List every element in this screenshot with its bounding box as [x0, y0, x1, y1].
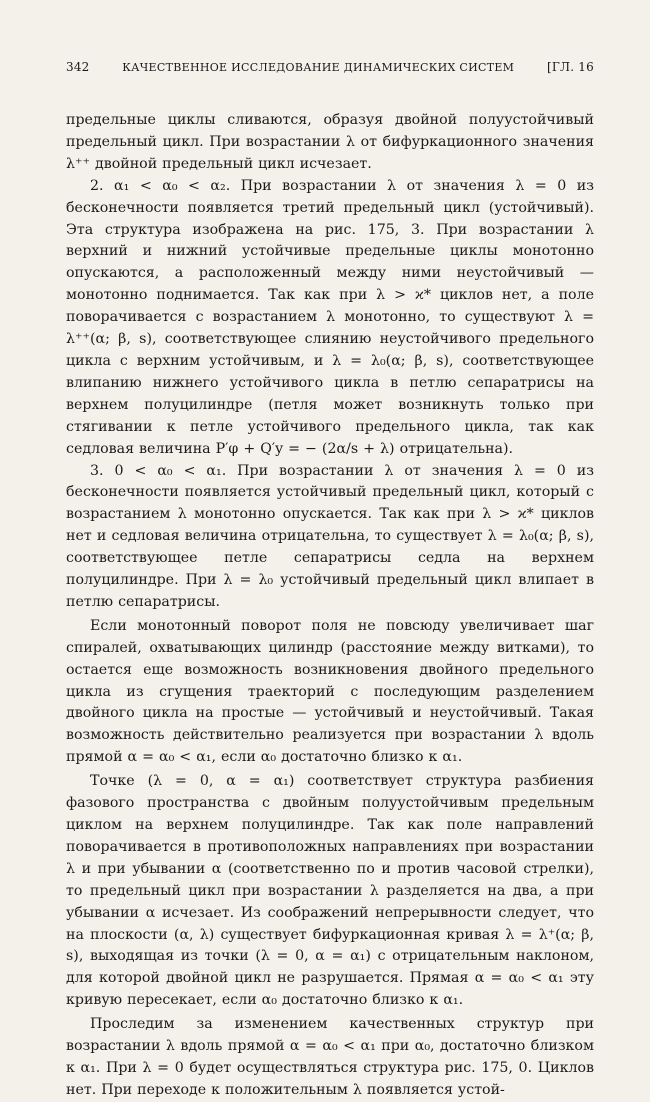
- paragraph: Проследим за изменением качественных структур при возрастании λ вдоль прямой α = α₀ < α₁ при α₀, достаточно близком к α₁. При λ = 0 будет осуществляться структура рис. 175, 0. Циклов нет. При переходе к положительным λ появляется устой-: [66, 1016, 594, 1098]
- page-number: 342: [66, 60, 90, 74]
- paragraph: 2. α₁ < α₀ < α₂. При возрастании λ от значения λ = 0 из бесконечности появляется третий предельный цикл (устойчивый). Эта структура изображена на рис. 175, 3. При возрастании λ верхний и нижний устойчивые предельные циклы монотонно опускаются, а расположенный между ними неустойчивый — монотонно поднимается. Так как при λ > ϰ* циклов нет, а поле поворачивается с возрастанием λ монотонно, то существуют λ = λ⁺⁺(α; β, s), соответствующее слиянию неустойчивого предельного цикла с верхним устойчивым, и λ = λ₀(α; β, s), соответствующее влипанию нижнего устойчивого цикла в петлю сепаратрисы на верхнем полуцилиндре (петля может возникнуть только при стягивании к петле устойчивого предельного цикла, так как седловая величина P′φ + Q′y = − (2α/s + λ) отрицательна).: [66, 177, 594, 457]
- book-page: [66, 60, 594, 1102]
- page-body: [66, 110, 594, 1102]
- running-header: [66, 60, 594, 80]
- running-title: КАЧЕСТВЕННОЕ ИССЛЕДОВАНИЕ ДИНАМИЧЕСКИХ СИСТЕМ: [122, 61, 515, 74]
- paragraph: 3. 0 < α₀ < α₁. При возрастании λ от значения λ = 0 из бесконечности появляется устойчивый предельный цикл, который с возрастанием λ монотонно опускается. Так как при λ > ϰ* циклов нет и седловая величина отрицательна, то существует λ = λ₀(α; β, s), соответствующее петле сепаратрисы седла на верхнем полуцилиндре. При λ = λ₀ устойчивый предельный цикл влипает в петлю сепаратрисы.: [66, 462, 594, 610]
- paragraph: Точке (λ = 0, α = α₁) соответствует структура разбиения фазового пространства с двойным полуустойчивым предельным циклом на верхнем полуцилиндре. Так как поле направлений поворачивается в противоположных направлениях при возрастании λ и при убывании α (соответственно по и против часовой стрелки), то предельный цикл при возрастании λ разделяется на два, а при убывании α исчезает. Из соображений непрерывности следует, что на плоскости (α, λ) существует бифуркационная кривая λ = λ⁺(α; β, s), выходящая из точки (λ = 0, α = α₁) с отрицательным наклоном, для которой двойной цикл не разрушается. Прямая α = α₀ < α₁ эту кривую пересекает, если α₀ достаточно близко к α₁.: [66, 773, 594, 1009]
- chapter-label: [ГЛ. 16: [547, 60, 594, 74]
- paragraph: Если монотонный поворот поля не повсюду увеличивает шаг спиралей, охватывающих цилиндр (расстояние между витками), то остается еще возможность возникновения двойного предельного цикла из сгущения траекторий с последующим разделением двойного цикла на простые — устойчивый и неустойчивый. Такая возможность действительно реализуется при возрастании λ вдоль прямой α = α₀ < α₁, если α₀ достаточно близко к α₁.: [66, 617, 594, 766]
- paragraph: предельные циклы сливаются, образуя двойной полуустойчивый предельный цикл. При возрастании λ от бифуркационного значения λ⁺⁺ двойной предельный цикл исчезает.: [66, 112, 594, 172]
